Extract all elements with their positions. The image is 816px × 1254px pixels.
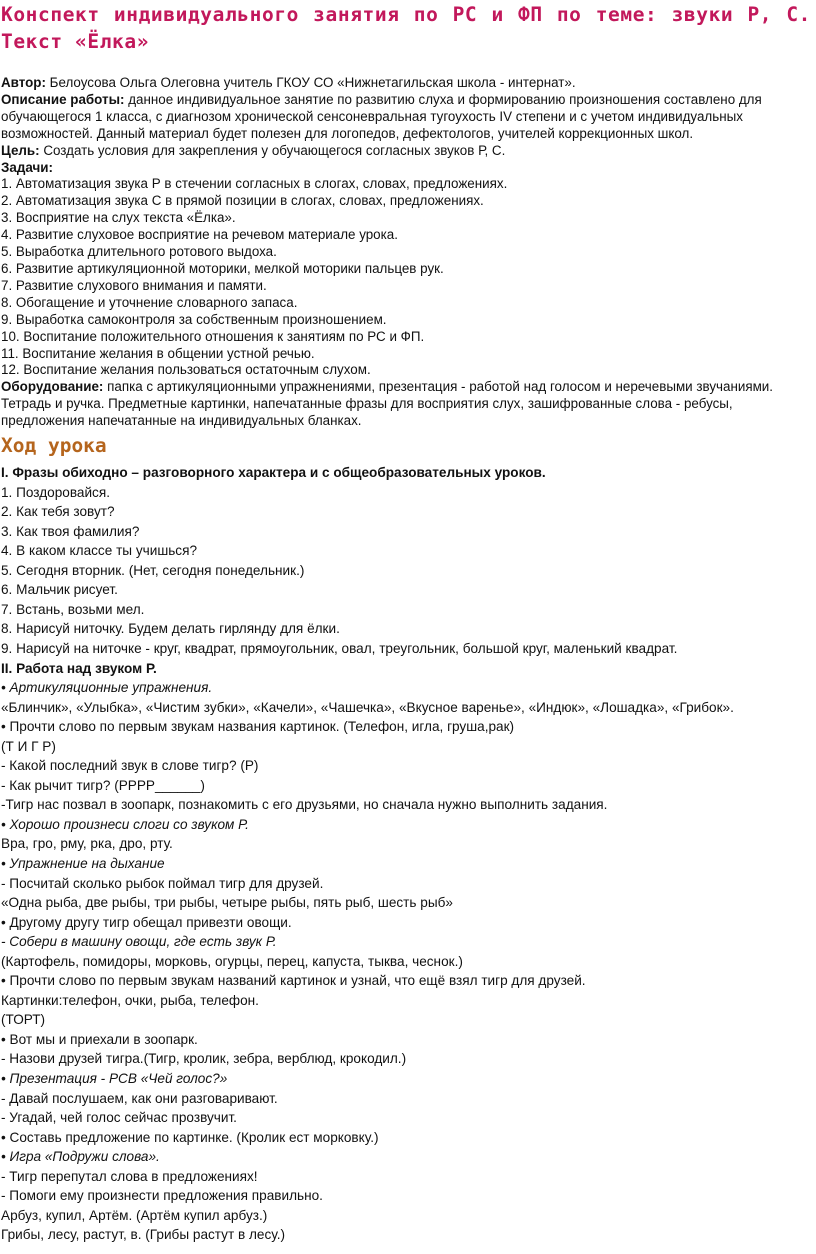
phrase-item: 1. Поздоровайся. bbox=[1, 484, 110, 500]
lesson-line: (Т И Г Р) bbox=[1, 738, 56, 754]
author-paragraph bbox=[1, 75, 811, 92]
task-item: 7. Развитие слухового внимания и памяти. bbox=[1, 277, 267, 293]
phrase-item: 5. Сегодня вторник. (Нет, сегодня понедельник.) bbox=[1, 562, 305, 578]
phrase-item: 9. Нарисуй на ниточке - круг, квадрат, прямоугольник, овал, треугольник, большой круг, маленький квадрат. bbox=[1, 640, 678, 656]
description-paragraph bbox=[1, 92, 811, 143]
lesson-line: - Как рычит тигр? (РРРР______) bbox=[1, 777, 205, 793]
lesson-line: - Тигр перепутал слова в предложениях! bbox=[1, 1168, 258, 1184]
part2-list bbox=[1, 678, 811, 1245]
phrase-item: 2. Как тебя зовут? bbox=[1, 504, 115, 520]
document-title: Конспект индивидуального занятия по РС и ФП по теме: звуки Р, С. Текст «Ёлка» bbox=[1, 3, 811, 53]
description-text: данное индивидуальное занятие по развитию слуха и формированию произношения составлено для обучающегося 1 класса, с диагнозом хронической сенсоневральная тугоухость IV степени и с учетом индивидуальных возможностей. Данный материал будет полезен для логопедов, дефектологов, учителей коррекционных школ. bbox=[1, 91, 762, 141]
description-label: Описание работы: bbox=[1, 91, 125, 107]
lesson-line: • Составь предложение по картинке. (Кролик ест морковку.) bbox=[1, 1129, 379, 1145]
lesson-line: - Какой последний звук в слове тигр? (Р) bbox=[1, 758, 259, 774]
task-item: 9. Выработка самоконтроля за собственным произношением. bbox=[1, 311, 387, 327]
lesson-line: - Посчитай сколько рыбок поймал тигр для друзей. bbox=[1, 875, 324, 891]
part2-heading: II. Работа над звуком Р. bbox=[1, 660, 157, 676]
equipment-label: Оборудование: bbox=[1, 379, 104, 395]
lesson-line: Картинки:телефон, очки, рыба, телефон. bbox=[1, 992, 259, 1008]
tasks-label: Задачи: bbox=[1, 159, 53, 175]
goal-paragraph bbox=[1, 143, 811, 160]
lesson-line: Вра, гро, рму, рка, дро, рту. bbox=[1, 836, 173, 852]
intro-section bbox=[1, 75, 811, 430]
lesson-line: Грибы, лесу, растут, в. (Грибы растут в лесу.) bbox=[1, 1227, 286, 1243]
lesson-line: • Артикуляционные упражнения. bbox=[1, 680, 213, 696]
lesson-line: • Другому другу тигр обещал привезти овощи. bbox=[1, 914, 292, 930]
lesson-line: • Хорошо произнеси слоги со звуком Р. bbox=[1, 816, 249, 832]
task-item: 1. Автоматизация звука Р в стечении согласных в слогах, словах, предложениях. bbox=[1, 176, 508, 192]
lesson-line: • Прочти слово по первым звукам названия картинок. (Телефон, игла, груша,рак) bbox=[1, 719, 515, 735]
phrase-item: 4. В каком классе ты учишься? bbox=[1, 543, 198, 559]
task-item: 5. Выработка длительного ротового выдоха. bbox=[1, 244, 277, 260]
lesson-line: • Презентация - РСВ «Чей голос?» bbox=[1, 1070, 228, 1086]
phrase-item: 7. Встань, возьми мел. bbox=[1, 601, 145, 617]
author-text: Белоусова Ольга Олеговна учитель ГКОУ СО «Нижнетагильская школа - интернат». bbox=[45, 75, 576, 90]
task-item: 4. Развитие слуховое восприятие на речевом материале урока. bbox=[1, 227, 398, 243]
lesson-line: -Тигр нас позвал в зоопарк, познакомить с его друзьями, но сначала нужно выполнить задания. bbox=[1, 797, 608, 813]
lesson-line: • Вот мы и приехали в зоопарк. bbox=[1, 1031, 198, 1047]
lesson-heading: Ход урока bbox=[1, 434, 107, 458]
lesson-section bbox=[1, 463, 811, 1245]
lesson-line: • Упражнение на дыхание bbox=[1, 855, 165, 871]
part1-list bbox=[1, 483, 811, 659]
lesson-line: (Картофель, помидоры, морковь, огурцы, перец, капуста, тыква, чеснок.) bbox=[1, 953, 463, 969]
lesson-line: - Давай послушаем, как они разговаривают. bbox=[1, 1090, 278, 1106]
task-item: 12. Воспитание желания пользоваться остаточным слухом. bbox=[1, 362, 371, 378]
goal-label: Цель: bbox=[1, 142, 40, 158]
task-item: 11. Воспитание желания в общении устной речью. bbox=[1, 345, 315, 361]
lesson-line: • Прочти слово по первым звукам названий картинок и узнай, что ещё взял тигр для друзей. bbox=[1, 973, 586, 989]
task-item: 8. Обогащение и уточнение словарного запаса. bbox=[1, 294, 298, 310]
lesson-line: - Собери в машину овощи, где есть звук Р. bbox=[1, 934, 277, 950]
task-item: 2. Автоматизация звука С в прямой позиции в слогах, словах, предложениях. bbox=[1, 193, 484, 209]
task-item: 10. Воспитание положительного отношения к занятиям по РС и ФП. bbox=[1, 328, 425, 344]
part1-heading: I. Фразы обиходно – разговорного характера и с общеобразовательных уроков. bbox=[1, 465, 546, 481]
lesson-line: «Одна рыба, две рыбы, три рыбы, четыре рыбы, пять рыб, шесть рыб» bbox=[1, 895, 453, 911]
equipment-text: папка с артикуляционными упражнениями, презентация - работой над голосом и неречевыми звучаниями. Тетрадь и ручка. Предметные картинки, напечатанные фразы для восприятия слух, зашифрованные слова - ребусы, предложения напечатанные на индивидуальных бланках. bbox=[1, 379, 773, 429]
phrase-item: 8. Нарисуй ниточку. Будем делать гирлянду для ёлки. bbox=[1, 621, 340, 637]
task-item: 6. Развитие артикуляционной моторики, мелкой моторики пальцев рук. bbox=[1, 260, 444, 276]
lesson-line: (ТОРТ) bbox=[1, 1012, 46, 1028]
tasks-list bbox=[1, 176, 811, 379]
task-item: 3. Восприятие на слух текста «Ёлка». bbox=[1, 210, 236, 226]
lesson-line: - Угадай, чей голос сейчас прозвучит. bbox=[1, 1110, 237, 1126]
lesson-line: «Блинчик», «Улыбка», «Чистим зубки», «Качели», «Чашечка», «Вкусное варенье», «Индюк», «Лошадка», «Грибок». bbox=[1, 699, 734, 715]
author-label: Автор: bbox=[1, 75, 46, 90]
equipment-paragraph bbox=[1, 379, 811, 430]
phrase-item: 6. Мальчик рисует. bbox=[1, 582, 118, 598]
lesson-line: Арбуз, купил, Артём. (Артём купил арбуз.) bbox=[1, 1207, 268, 1223]
lesson-line: - Помоги ему произнести предложения правильно. bbox=[1, 1188, 323, 1204]
lesson-line: • Игра «Подружи слова». bbox=[1, 1149, 160, 1165]
goal-text: Создать условия для закрепления у обучающегося согласных звуков Р, С. bbox=[39, 142, 506, 158]
lesson-line: - Назови друзей тигра.(Тигр, кролик, зебра, верблюд, крокодил.) bbox=[1, 1051, 407, 1067]
phrase-item: 3. Как твоя фамилия? bbox=[1, 523, 140, 539]
